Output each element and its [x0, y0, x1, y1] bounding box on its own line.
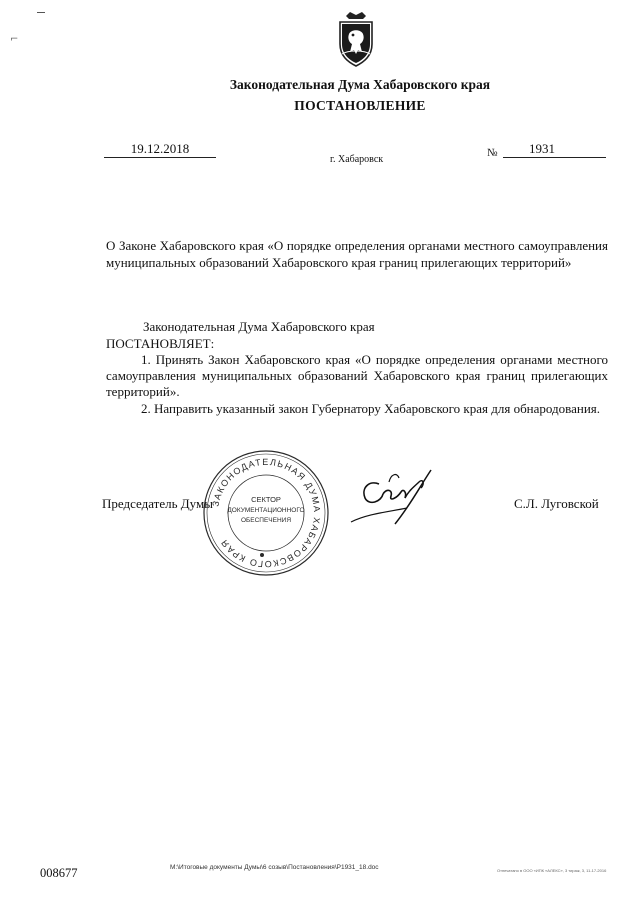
stamp-center-line-2: ДОКУМЕНТАЦИОННОГО	[227, 507, 305, 514]
chairman-name: С.Л. Луговской	[514, 496, 599, 511]
organization-title: Законодательная Дума Хабаровского края	[229, 77, 491, 92]
official-stamp	[200, 447, 332, 579]
document-city: г. Хабаровск	[330, 154, 384, 165]
footer-file-path: M:\Итоговые документы Думы\6 созыв\Постановления\P1931_18.doc	[170, 864, 379, 871]
resolution-item-1: 1. Принять Закон Хабаровского края «О порядке определения органами местного самоуправления муниципальных образований Хабаровского края границ прилегающих территорий».	[106, 352, 608, 399]
margin-mark	[37, 12, 45, 13]
number-sign: №	[487, 147, 498, 159]
footer-document-number: 008677	[40, 866, 78, 880]
document-type-title: ПОСТАНОВЛЕНИЕ	[294, 98, 426, 113]
margin-arrow-mark: ⌐	[10, 34, 19, 45]
duma-line: Законодательная Дума Хабаровского края	[143, 319, 375, 334]
footer-print-note: Отпечатано в ООО «ИПК «АЛЕКС», 3 тираж, 3, 11-17-2016	[497, 868, 607, 873]
chairman-title: Председатель Думы	[102, 496, 213, 511]
stamp-ring-text: ЗАКОНОДАТЕЛЬНАЯ ДУМА ХАБАРОВСКОГО КРАЯ	[210, 456, 323, 570]
decree-line: ПОСТАНОВЛЯЕТ:	[106, 336, 215, 351]
document-number-field	[503, 141, 606, 158]
handwritten-signature	[345, 462, 435, 534]
khabarovsk-coat-of-arms-emblem	[332, 10, 380, 68]
document-subject: О Законе Хабаровского края «О порядке определения органами местного самоуправления муниципальных образований Хабаровского края границ прилегающих территорий»	[106, 238, 608, 270]
stamp-center-line-3: ОБЕСПЕЧЕНИЯ	[240, 517, 292, 524]
document-date: 19.12.2018	[104, 141, 216, 158]
stamp-center-line-1: СЕКТОР	[251, 495, 281, 504]
resolution-item-2: 2. Направить указанный закон Губернатору Хабаровского края для обнародования.	[141, 401, 601, 416]
document-number: 1931	[529, 141, 555, 156]
